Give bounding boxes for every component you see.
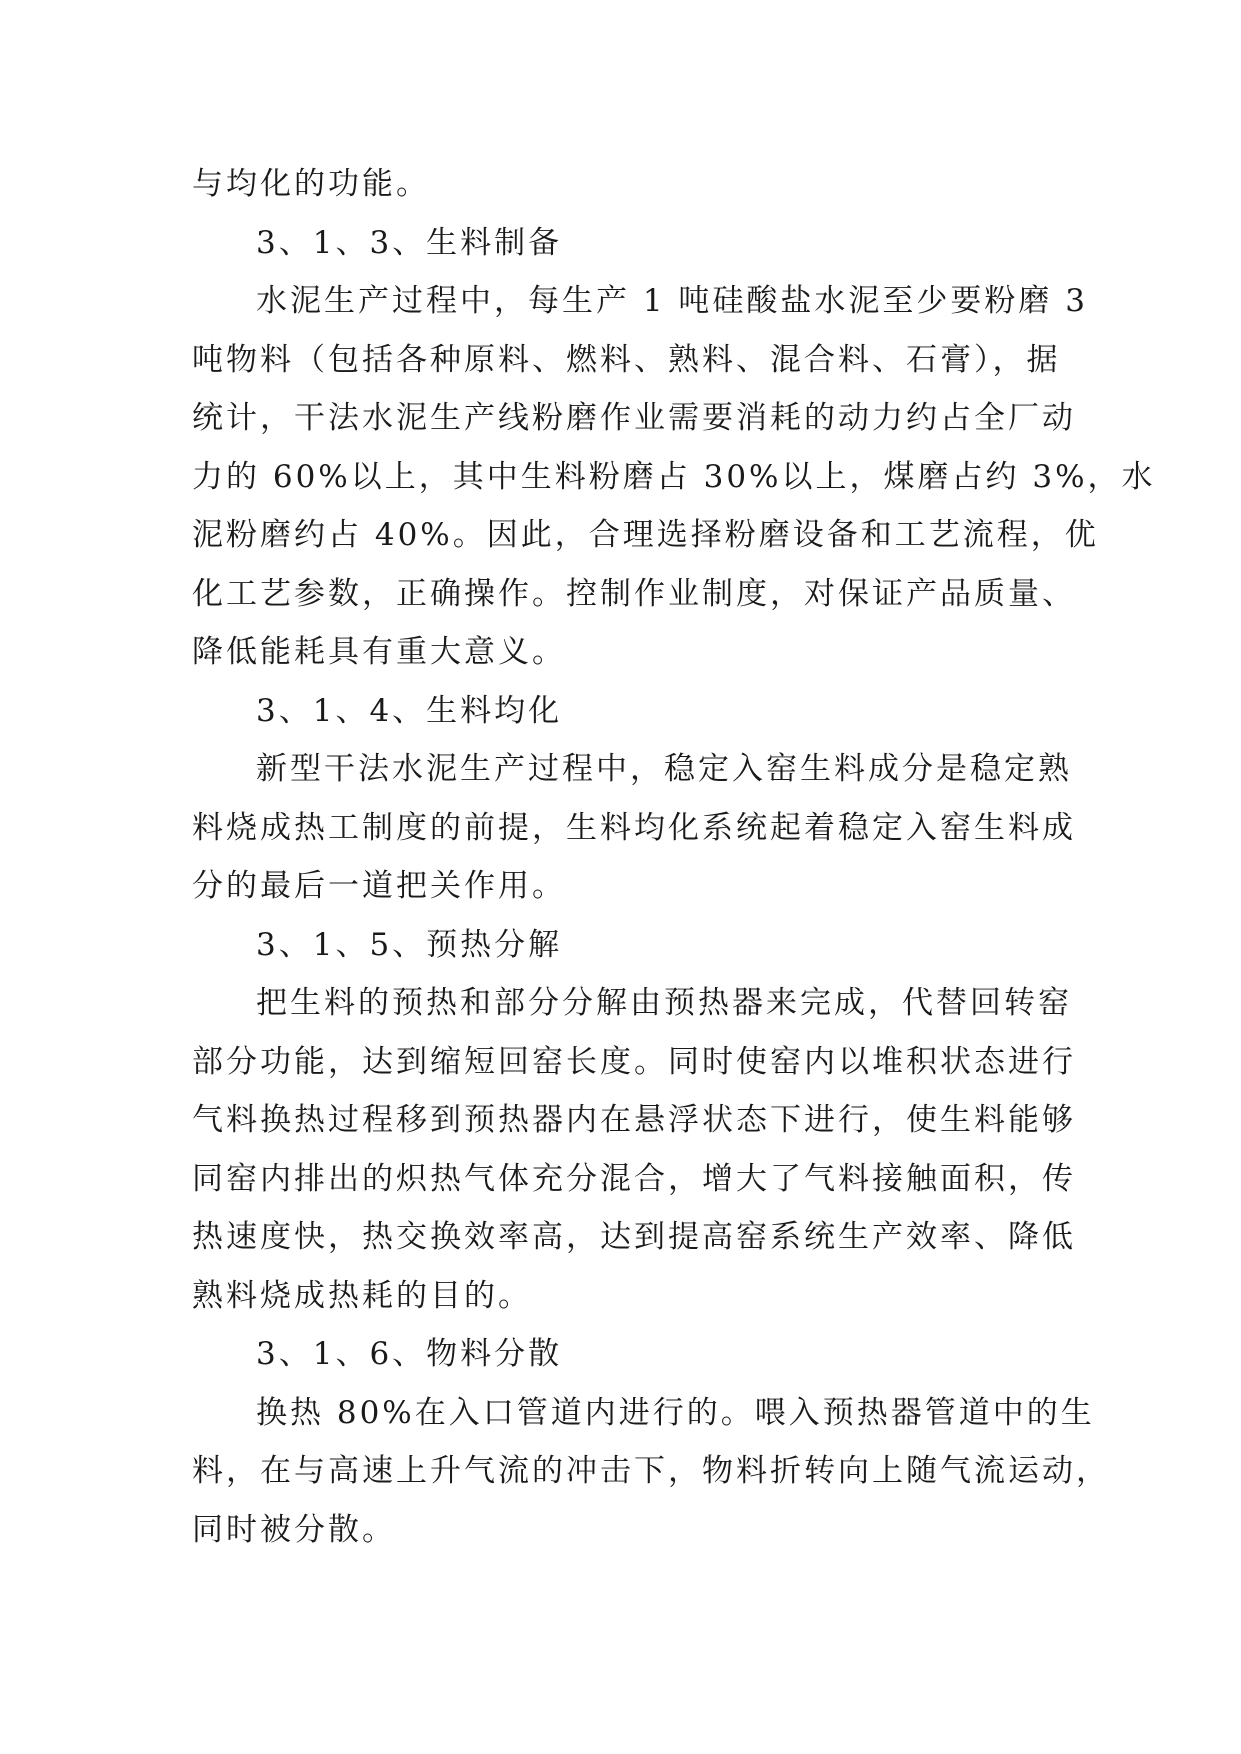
text-line: 气料换热过程移到预热器内在悬浮状态下进行，使生料能够 bbox=[192, 1102, 1076, 1138]
text-line: 熟料烧成热耗的目的。 bbox=[192, 1277, 532, 1314]
text-line: 统计，干法水泥生产线粉磨作业需要消耗的动力约占全厂动 bbox=[192, 400, 1076, 436]
text-line: 热速度快，热交换效率高，达到提高窑系统生产效率、降低 bbox=[192, 1219, 1076, 1255]
text-line: 料烧成热工制度的前提，生料均化系统起着稳定入窑生料成 bbox=[192, 809, 1076, 846]
text-line: 与均化的功能。 bbox=[192, 166, 430, 202]
section-heading: 3、1、3、生料制备 bbox=[256, 224, 563, 261]
text-line: 部分功能，达到缩短回窑长度。同时使窑内以堆积状态进行 bbox=[192, 1043, 1076, 1080]
section-heading: 3、1、5、预热分解 bbox=[256, 926, 563, 963]
text-line: 料，在与高速上升气流的冲击下，物料折转向上随气流运动， bbox=[192, 1453, 1110, 1489]
text-line: 把生料的预热和部分分解由预热器来完成，代替回转窑 bbox=[256, 985, 1072, 1021]
text-line: 力的 60%以上，其中生料粉磨占 30%以上，煤磨占约 3%，水 bbox=[192, 458, 1156, 495]
text-line: 化工艺参数，正确操作。控制作业制度，对保证产品质量、 bbox=[192, 575, 1076, 612]
text-line: 换热 80%在入口管道内进行的。喂入预热器管道中的生 bbox=[256, 1394, 1095, 1431]
text-line: 泥粉磨约占 40%。因此，合理选择粉磨设备和工艺流程，优 bbox=[192, 517, 1099, 553]
text-line: 新型干法水泥生产过程中，稳定入窑生料成分是稳定熟 bbox=[256, 751, 1072, 787]
text-line: 降低能耗具有重大意义。 bbox=[192, 634, 566, 670]
document-page bbox=[192, 155, 1156, 1559]
text-line: 同窑内排出的炽热气体充分混合，增大了气料接触面积，传 bbox=[192, 1160, 1076, 1197]
text-line: 吨物料（包括各种原料、燃料、熟料、混合料、石膏），据 bbox=[192, 341, 1061, 378]
text-line: 水泥生产过程中，每生产 1 吨硅酸盐水泥至少要粉磨 3 bbox=[256, 283, 1089, 319]
text-line: 同时被分散。 bbox=[192, 1511, 396, 1548]
section-heading: 3、1、4、生料均化 bbox=[256, 692, 563, 729]
text-line: 分的最后一道把关作用。 bbox=[192, 868, 566, 904]
section-heading: 3、1、6、物料分散 bbox=[256, 1336, 563, 1372]
